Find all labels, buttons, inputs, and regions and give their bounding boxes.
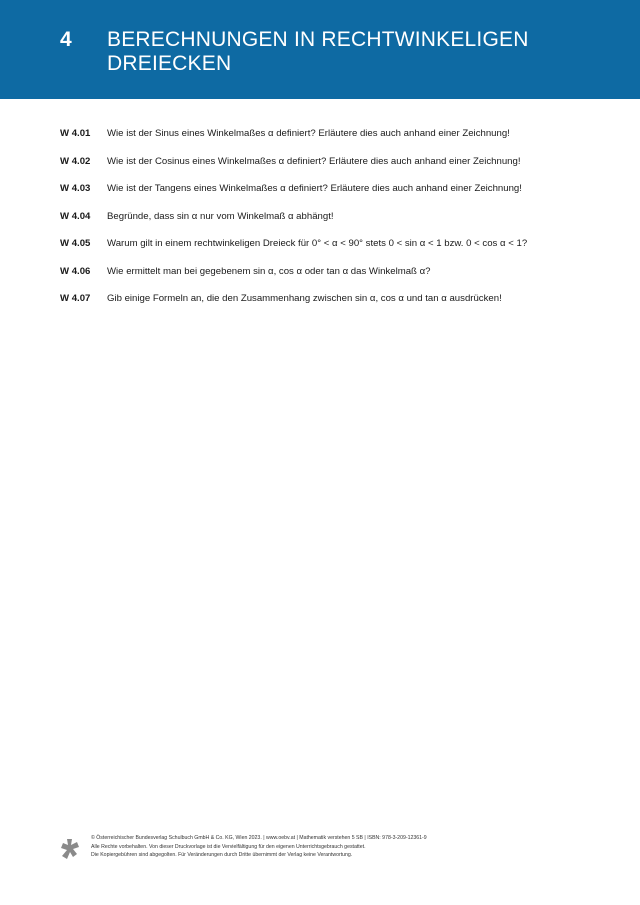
chapter-header [0, 0, 640, 99]
task-item [60, 156, 620, 184]
task-text: Warum gilt in einem rechtwinkeligen Dreieck für 0° < α < 90° stets 0 < sin α < 1 bzw. 0 < cos α < 1? [107, 238, 528, 249]
task-id: W 4.02 [60, 155, 91, 167]
task-id: W 4.03 [60, 183, 91, 194]
rights-line: Alle Rechte vorbehalten. Von dieser Druckvorlage ist die Vervielfältigung für den eigenen Unterrichtsgebrauch gestattet. [91, 843, 366, 850]
task-item [60, 266, 620, 294]
task-item [60, 293, 620, 321]
task-id: W 4.01 [60, 128, 91, 139]
task-text: Wie ist der Tangens eines Winkelmaßes α definiert? Erläutere dies auch anhand einer Zeichnung! [107, 183, 522, 194]
task-item [60, 211, 620, 239]
task-text: Begründe, dass sin α nur vom Winkelmaß α abhängt! [107, 210, 334, 222]
task-text: Gib einige Formeln an, die den Zusammenhang zwischen sin α, cos α und tan α ausdrücken! [107, 293, 502, 304]
oebv-logo-icon [60, 838, 80, 860]
task-item [60, 238, 620, 266]
copyright-notice [91, 834, 601, 860]
task-id: W 4.05 [60, 238, 91, 249]
fees-line: Die Kopiergebühren sind abgegolten. Für Veränderungen durch Dritte übernimmt der Verlag keine Verantwortung. [91, 852, 353, 858]
chapter-title: BERECHNUNGEN IN RECHTWINKELIGEN DREIECKEN [107, 28, 529, 75]
task-text: Wie ist der Cosinus eines Winkelmaßes α definiert? Erläutere dies auch anhand einer Zeichnung! [107, 155, 521, 167]
chapter-number: 4 [60, 28, 72, 51]
task-id: W 4.04 [60, 210, 91, 222]
copyright-line: © Österreichischer Bundesverlag Schulbuch GmbH & Co. KG, Wien 2023. | www.oebv.at | Mathematik verstehen 5 SB | ISBN: 978-3-209-12361-9 [91, 835, 427, 841]
task-item [60, 183, 620, 211]
task-id: W 4.07 [60, 293, 91, 304]
task-list [60, 128, 620, 321]
task-text: Wie ist der Sinus eines Winkelmaßes α definiert? Erläutere dies auch anhand einer Zeichnung! [107, 128, 510, 139]
task-item [60, 128, 620, 156]
task-id: W 4.06 [60, 265, 91, 277]
task-text: Wie ermittelt man bei gegebenem sin α, cos α oder tan α das Winkelmaß α? [107, 265, 431, 277]
